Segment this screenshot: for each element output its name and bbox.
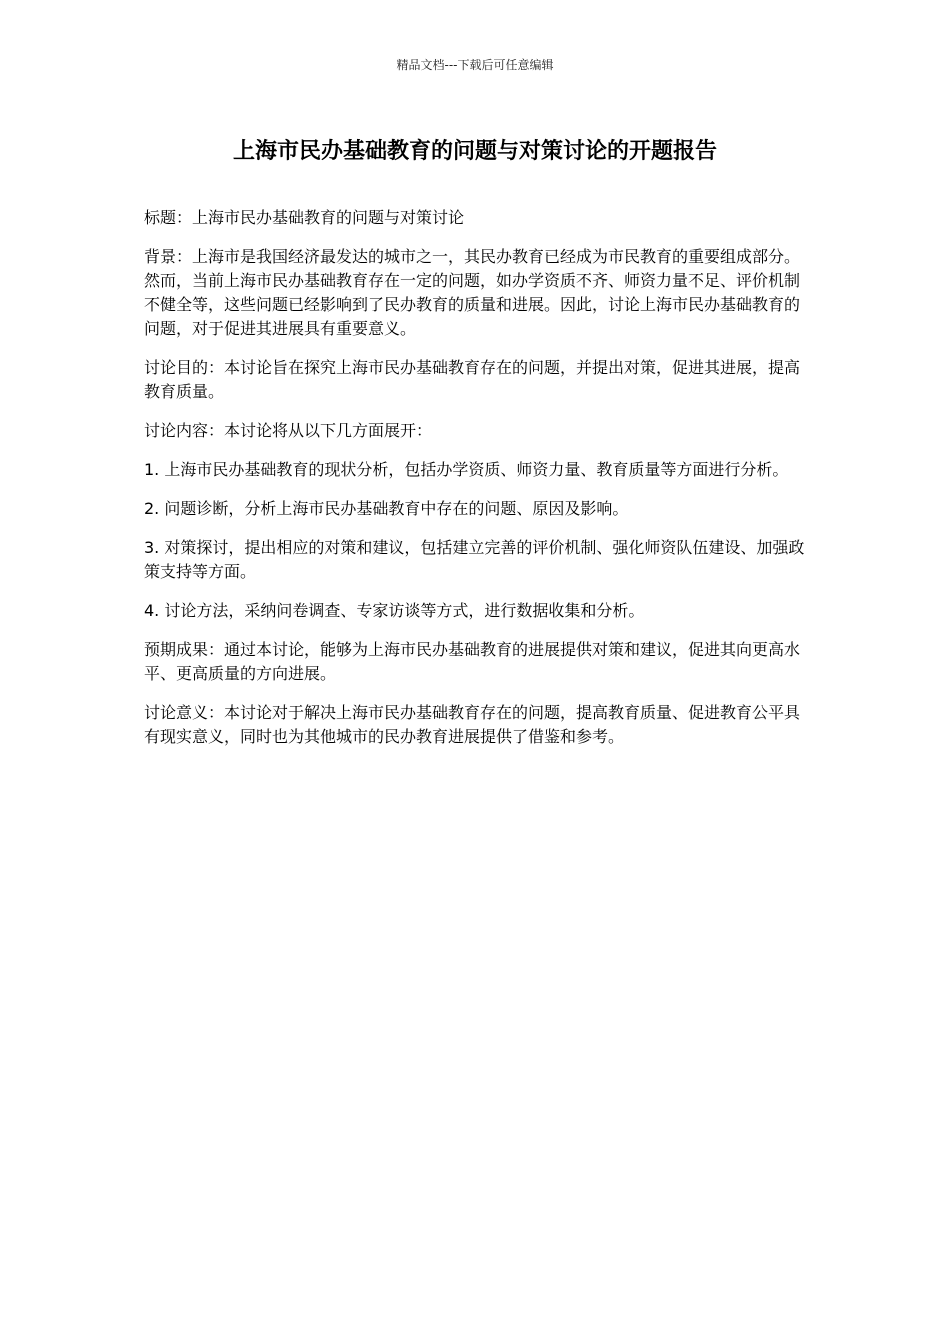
paragraph-item-1: 1. 上海市民办基础教育的现状分析，包括办学资质、师资力量、教育质量等方面进行分析。 (144, 460, 789, 479)
paragraph-purpose: 讨论目的：本讨论旨在探究上海市民办基础教育存在的问题，并提出对策，促进其进展，提高教育质量。 (144, 358, 801, 401)
document-body (144, 206, 812, 764)
document-title: 上海市民办基础教育的问题与对策讨论的开题报告 (232, 139, 717, 164)
paragraph-title-line: 标题：上海市民办基础教育的问题与对策讨论 (144, 208, 465, 227)
paragraph-item-4: 4. 讨论方法，采纳问卷调查、专家访谈等方式，进行数据收集和分析。 (144, 601, 645, 620)
header-note: 精品文档---下载后可任意编辑 (396, 58, 554, 72)
paragraph-background: 背景：上海市是我国经济最发达的城市之一，其民办教育已经成为市民教育的重要组成部分。然而，当前上海市民办基础教育存在一定的问题，如办学资质不齐、师资力量不足、评价机制不健全等，这些问题已经影响到了民办教育的质量和进展。因此，讨论上海市民办基础教育的问题，对于促进其进展具有重要意义。 (144, 247, 801, 338)
paragraph-content-intro: 讨论内容：本讨论将从以下几方面展开： (144, 421, 433, 440)
paragraph-item-2: 2. 问题诊断，分析上海市民办基础教育中存在的问题、原因及影响。 (144, 499, 629, 518)
paragraph-expected-results: 预期成果：通过本讨论，能够为上海市民办基础教育的进展提供对策和建议，促进其向更高水平、更高质量的方向进展。 (144, 640, 801, 683)
paragraph-item-3: 3. 对策探讨，提出相应的对策和建议，包括建立完善的评价机制、强化师资队伍建设、加强政策支持等方面。 (144, 538, 805, 581)
paragraph-significance: 讨论意义：本讨论对于解决上海市民办基础教育存在的问题，提高教育质量、促进教育公平具有现实意义，同时也为其他城市的民办教育进展提供了借鉴和参考。 (144, 703, 801, 746)
